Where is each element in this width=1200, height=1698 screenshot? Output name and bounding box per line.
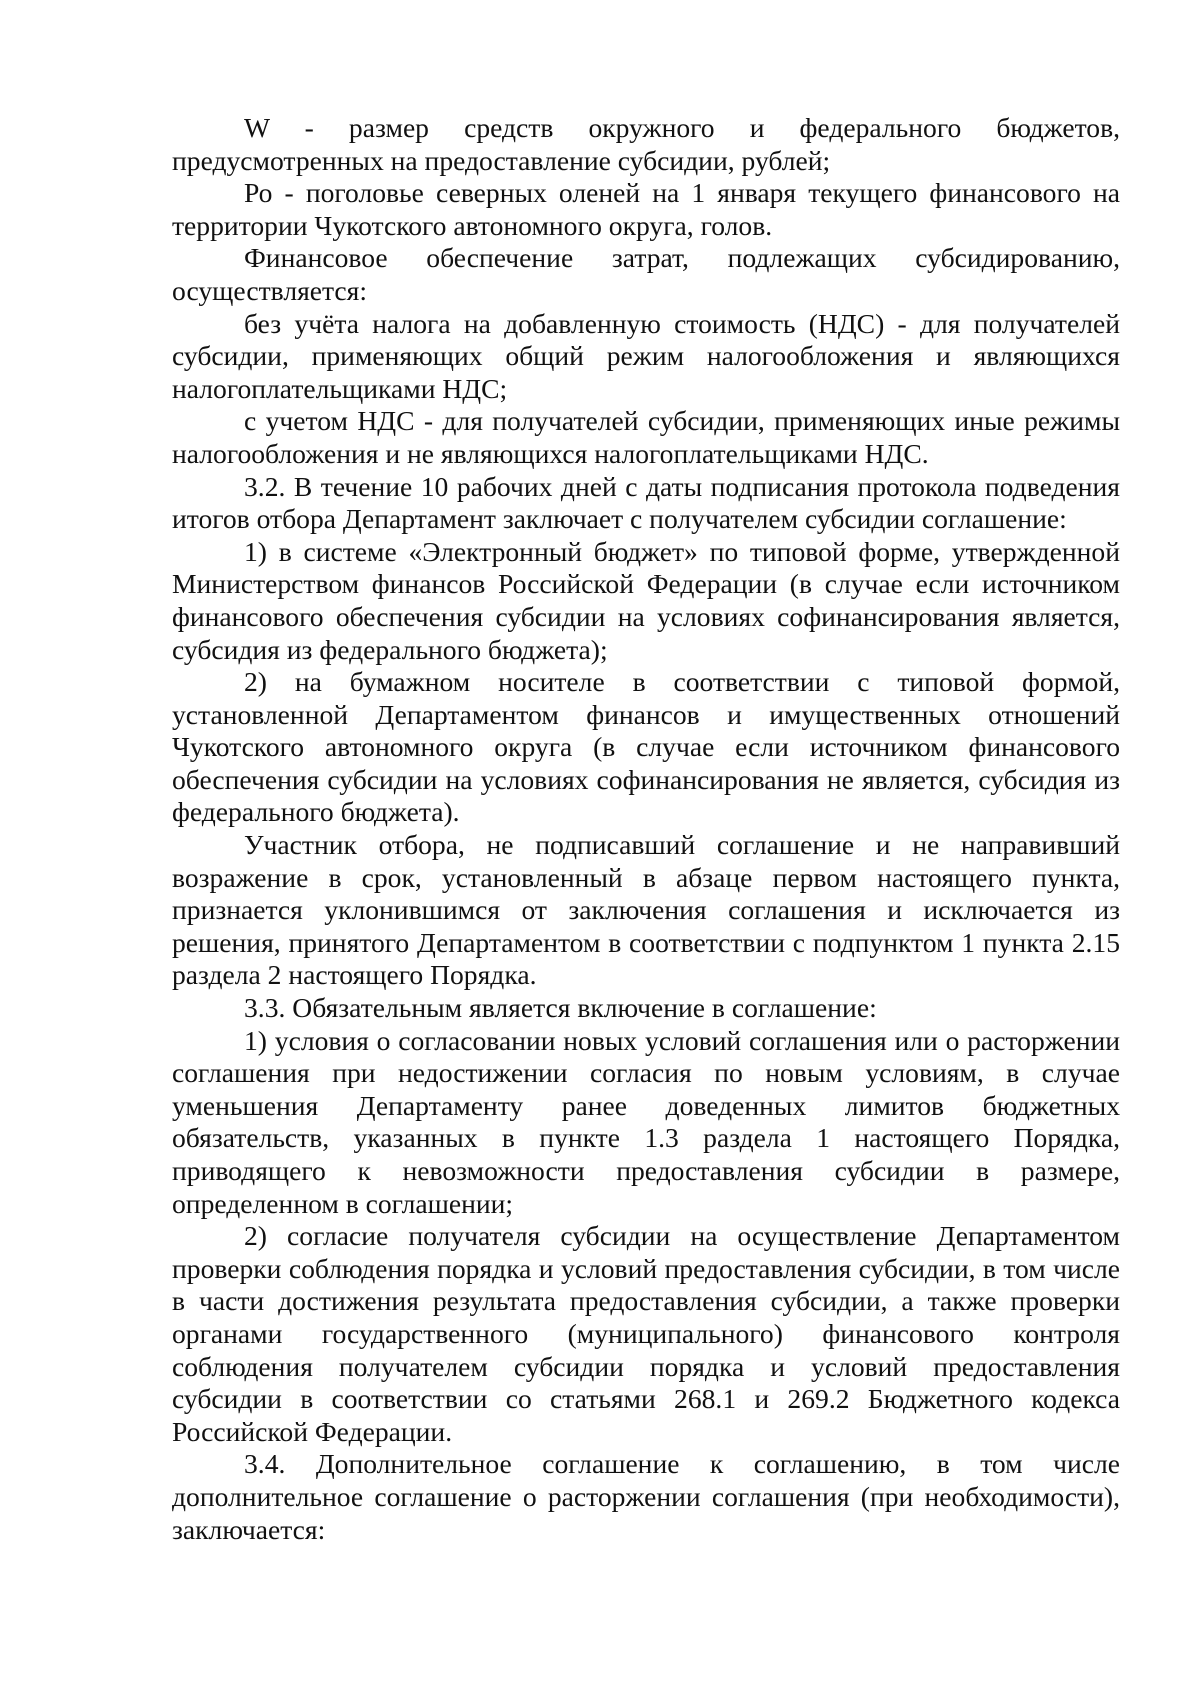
- paragraph-3-3-item-2: 2) согласие получателя субсидии на осуществление Департаментом проверки соблюдения порядка и условий предоставления субсидии, в том числе в части достижения результата предоставления субсидии, а также проверки органами государственного (муниципального) финансового контроля соблюдения получателем субсидии порядка и условий предоставления субсидии в соответствии со статьями 268.1 и 269.2 Бюджетного кодекса Российской Федерации.: [172, 1220, 1120, 1447]
- paragraph-3-3: 3.3. Обязательным является включение в соглашение:: [244, 992, 877, 1024]
- paragraph-with-vat: с учетом НДС - для получателей субсидии, применяющих иные режимы налогообложения и не являющихся налогоплательщиками НДС.: [172, 405, 1120, 469]
- paragraph-without-vat: без учёта налога на добавленную стоимость (НДС) - для получателей субсидии, применяющих общий режим налогообложения и являющихся налогоплательщиками НДС;: [172, 307, 1120, 404]
- paragraph-3-2-item-1: 1) в системе «Электронный бюджет» по типовой форме, утвержденной Министерством финансов Российской Федерации (в случае если источником финансового обеспечения субсидии на условиях софинансирования является, субсидия из федерального бюджета);: [172, 535, 1120, 665]
- paragraph-3-2: 3.2. В течение 10 рабочих дней с даты подписания протокола подведения итогов отбора Департамент заключает с получателем субсидии соглашение:: [172, 470, 1120, 535]
- paragraph-po-definition: Ро - поголовье северных оленей на 1 января текущего финансового на территории Чукотского автономного округа, голов.: [172, 177, 1120, 241]
- paragraph-w-definition: W - размер средств окружного и федерального бюджетов, предусмотренных на предоставление субсидии, рублей;: [172, 112, 1120, 176]
- document-page: [172, 112, 1120, 1546]
- paragraph-3-4: 3.4. Дополнительное соглашение к соглашению, в том числе дополнительное соглашение о расторжении соглашения (при необходимости), заключается:: [172, 1448, 1120, 1545]
- paragraph-3-3-item-1: 1) условия о согласовании новых условий соглашения или о расторжении соглашения при недостижении согласия по новым условиям, в случае уменьшения Департаменту ранее доведенных лимитов бюджетных обязательств, указанных в пункте 1.3 раздела 1 настоящего Порядка, приводящего к невозможности предоставления субсидии в размере, определенном в соглашении;: [172, 1024, 1120, 1219]
- paragraph-financing-intro: Финансовое обеспечение затрат, подлежащих субсидированию, осуществляется:: [172, 242, 1120, 306]
- paragraph-3-2-item-2: 2) на бумажном носителе в соответствии с типовой формой, установленной Департаментом финансов и имущественных отношений Чукотского автономного округа (в случае если источником финансового обеспечения субсидии на условиях софинансирования не является, субсидия из федерального бюджета).: [172, 666, 1120, 828]
- paragraph-participant: Участник отбора, не подписавший соглашение и не направивший возражение в срок, установленный в абзаце первом настоящего пункта, признается уклонившимся от заключения соглашения и исключается из решения, принятого Департаментом в соответствии с подпунктом 1 пункта 2.15 раздела 2 настоящего Порядка.: [172, 829, 1120, 991]
